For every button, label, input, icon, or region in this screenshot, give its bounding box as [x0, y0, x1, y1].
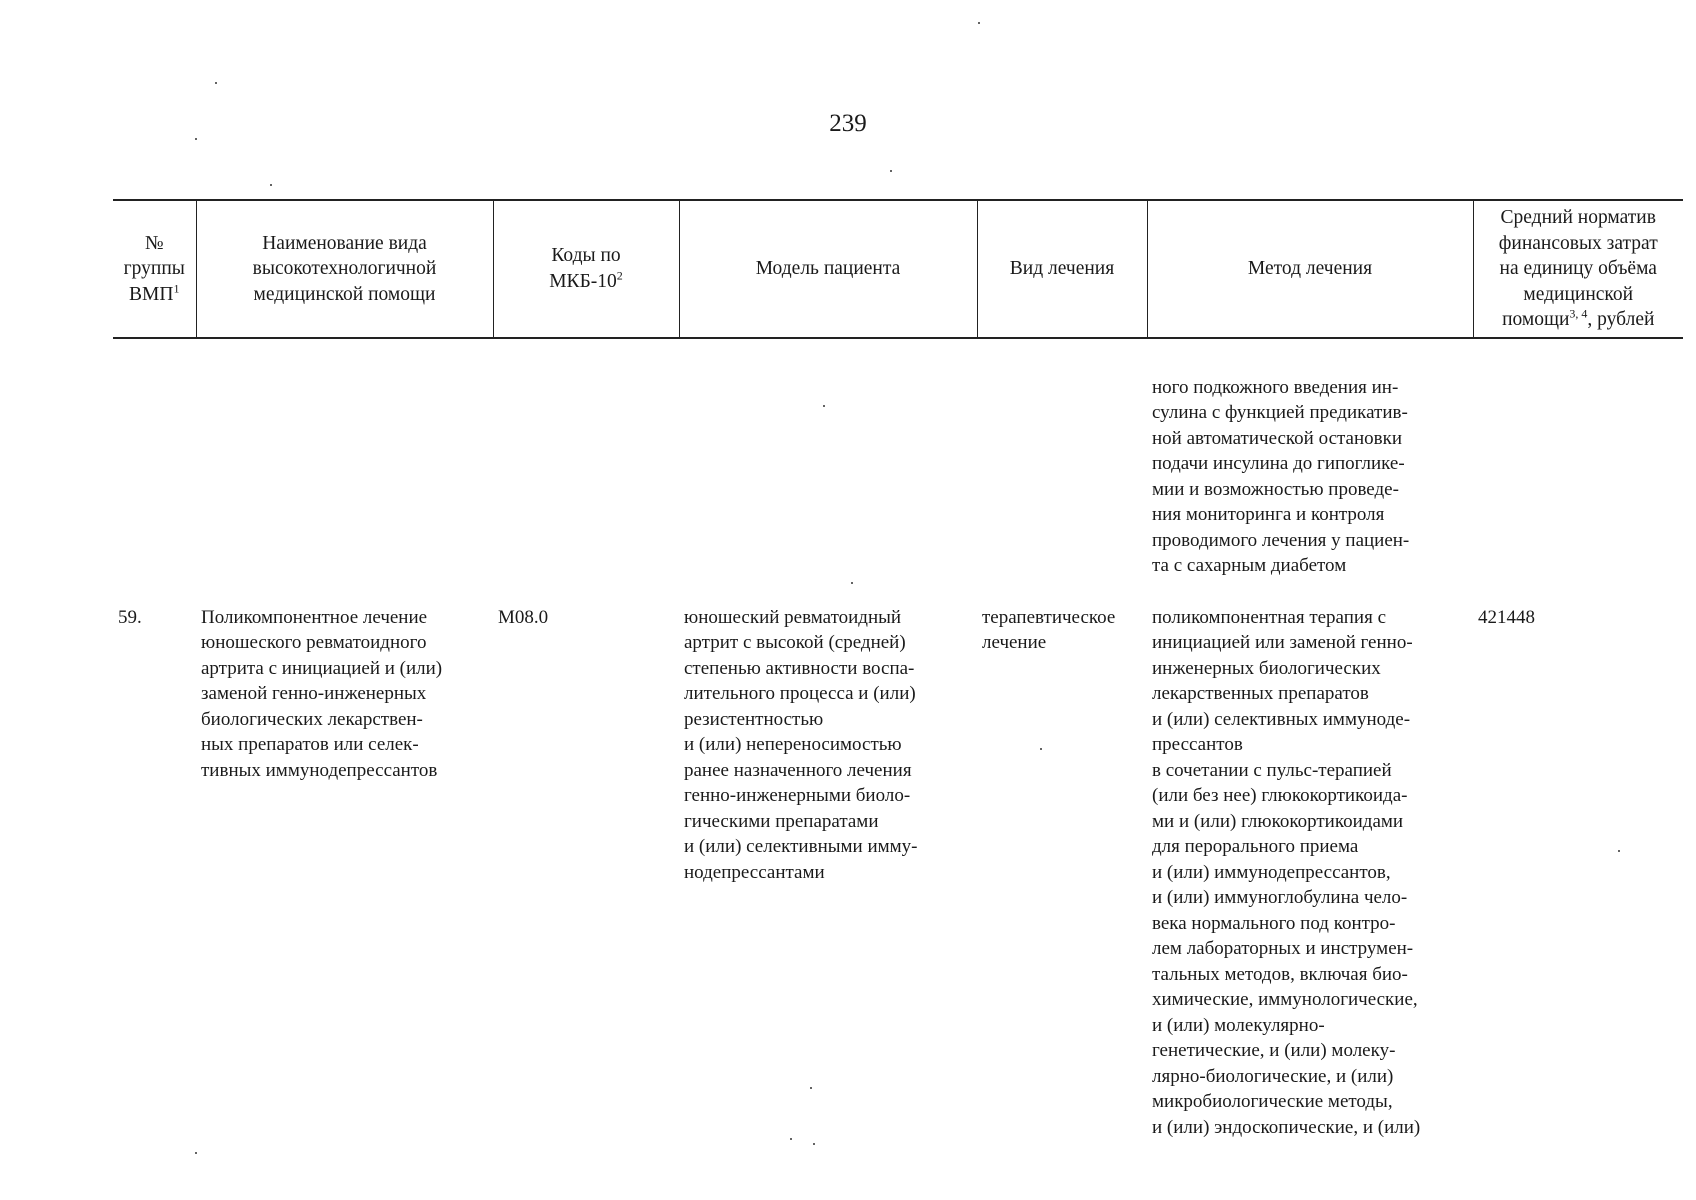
- continuation-method-cell: ного подкожного введения ин- сулина с функцией предикатив- ной автоматической остановки подачи инсулина до гипоглике- мии и возможностью проведе- ния мониторинга и контроля проводимого лечения у пациен- та с сахарным диабетом: [1152, 376, 1410, 576]
- scan-speck: [1040, 748, 1042, 750]
- scan-speck: [813, 1143, 815, 1145]
- scan-speck: [823, 405, 825, 407]
- scan-speck: [810, 1087, 812, 1089]
- footnote-ref: 1: [173, 281, 180, 295]
- scan-speck: [1618, 850, 1620, 852]
- header-cost-norm: Средний норматив финансовых затрат на единицу объёма медицинской помощи$^{3, 4}$, рублей: [1473, 200, 1683, 338]
- scan-speck: [851, 582, 853, 584]
- scan-speck: [215, 82, 217, 84]
- footnote-ref: 2: [616, 268, 623, 283]
- vmp-table: [113, 199, 1683, 1140]
- header-care-name: Наименование вида высокотехнологичной медицинской помощи: [196, 200, 493, 338]
- icd-code-cell: M08.0: [498, 606, 549, 628]
- page-number: 239: [829, 110, 867, 137]
- scan-speck: [978, 22, 980, 24]
- treatment-type-cell: терапевтическое лечение: [982, 606, 1116, 653]
- header-treatment-type: Вид лечения: [977, 200, 1147, 338]
- scan-speck: [195, 138, 197, 140]
- header-group-number: № группы ВМП$^1$: [113, 200, 196, 338]
- care-name-cell: Поликомпонентное лечение юношеского ревматоидного артрита с инициацией и (или) заменой генно-инженерных биологических лекарствен- ных препаратов или селек- тивных иммунодепрессантов: [201, 606, 443, 781]
- treatment-method-cell: поликомпонентная терапия с инициацией или заменой генно- инженерных биологических лекарственных препаратов и (или) селективных иммуноде- прессантов в сочетании с пульс-терапией (или без нее) глюкокортикоида- ми и (или) глюкокортикоидами для перорального приема и (или) иммунодепрессантов, и (или) иммуноглобулина чело- века нормального под контро- лем лабораторных и инструмен- тальных методов, включая био- химические, иммунологические, и (или) молекулярно- генетические, и (или) молеку- лярно-биологические, и (или) микробиологические методы, и (или) эндоскопические, и (или): [1152, 606, 1421, 1138]
- scan-speck: [270, 184, 272, 186]
- table-row: [113, 605, 1683, 1141]
- row-number: 59.: [118, 606, 142, 628]
- scan-speck: [890, 170, 892, 172]
- scan-speck: [195, 1152, 197, 1154]
- scan-speck: [790, 1138, 792, 1140]
- table-header: [113, 200, 1683, 338]
- footnote-ref: 3, 4: [1569, 306, 1588, 321]
- header-patient-model: Модель пациента: [679, 200, 977, 338]
- patient-model-cell: юношеский ревматоидный артрит с высокой (средней) степенью активности воспа- лительного процесса и (или) резистентностью и (или) непереносимостью ранее назначенного лечения генно-инженерными биоло- гическими препаратами и (или) селективными имму- нодепрессантами: [684, 606, 918, 883]
- header-treatment-method: Метод лечения: [1147, 200, 1473, 338]
- table-row-continuation: [113, 338, 1683, 605]
- header-icd-codes: Коды по МКБ-$10^2$: [493, 200, 679, 338]
- cost-norm-cell: 421448: [1478, 606, 1535, 628]
